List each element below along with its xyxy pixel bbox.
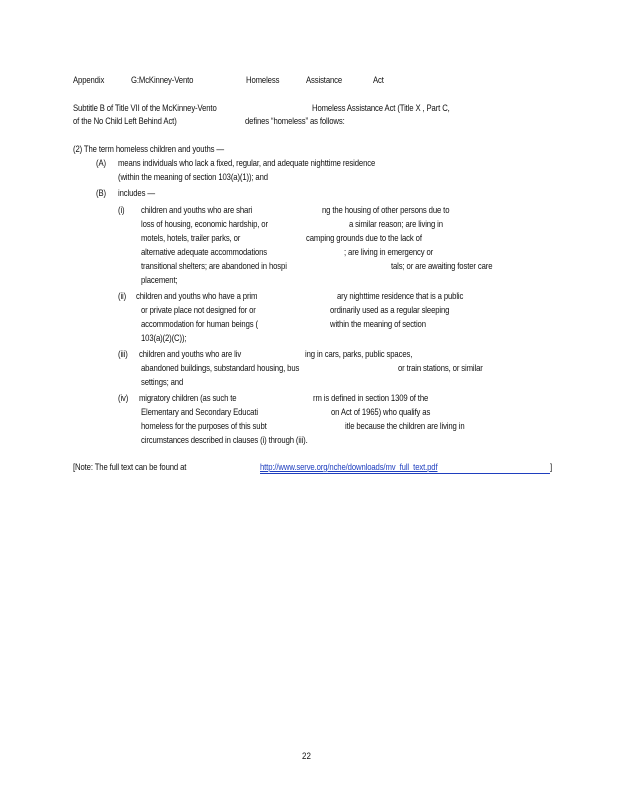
link-underline-rule [260, 473, 550, 474]
intro-line1-right: Homeless Assistance Act (Title X , Part C, [312, 103, 450, 113]
definition-item-2: (2) The term homeless children and youths — [73, 144, 225, 154]
subclause-i-line4b: ; are living in emergency or [344, 247, 434, 257]
subclause-ii-line2b: ordinarily used as a regular sleeping [330, 305, 450, 315]
header-word-assistance: Assistance [306, 75, 343, 85]
subclause-i-line1a: children and youths who are shari [141, 205, 253, 215]
subclause-iii-line2a: abandoned buildings, substandard housing, bus [141, 363, 300, 373]
subclause-iv-line2a: Elementary and Secondary Educati [141, 407, 258, 417]
subclause-i-line5a: transitional shelters; are abandoned in hospi [141, 261, 287, 271]
subclause-ii-line2a: or private place not designed for or [141, 305, 256, 315]
intro-line2-left: of the No Child Left Behind Act) [73, 116, 177, 126]
page-number: 22 [302, 751, 311, 762]
subclause-ii-line1a: children and youths who have a prim [136, 291, 258, 301]
subclause-i-line1b: ng the housing of other persons due to [322, 205, 450, 215]
subclause-i-line3b: camping grounds due to the lack of [306, 233, 422, 243]
header-word-act: Act [373, 75, 384, 85]
subclause-i-label: (i) [118, 205, 125, 215]
subclause-iv-line3a: homeless for the purposes of this subt [141, 421, 267, 431]
subclause-iv-line3b: itle because the children are living in [345, 421, 465, 431]
subclause-i-line2a: loss of housing, economic hardship, or [141, 219, 268, 229]
subclause-iii-line1b: ing in cars, parks, public spaces, [305, 349, 413, 359]
subclause-iv-line1a: migratory children (as such te [139, 393, 237, 403]
subclause-i-line3a: motels, hotels, trailer parks, or [141, 233, 241, 243]
subclause-ii-line3b: within the meaning of section [330, 319, 426, 329]
subclause-iii-label: (iii) [118, 349, 128, 359]
full-text-link[interactable]: http://www.serve.org/nche/downloads/mv_full_text.pdf [260, 462, 438, 472]
subclause-iv-line1b: rm is defined in section 1309 of the [313, 393, 429, 403]
note-prefix: [Note: The full text can be found at [73, 462, 187, 472]
subclause-iii-line2b: or train stations, or similar [398, 363, 483, 373]
header-appendix: Appendix [73, 75, 105, 85]
subclause-ii-line4: 103(a)(2)(C)); [141, 333, 187, 343]
subclause-ii-label: (ii) [118, 291, 127, 301]
subclause-ii-line1b: ary nighttime residence that is a public [337, 291, 464, 301]
intro-line2-right: defines “homeless” as follows: [245, 116, 345, 126]
clause-a-line2: (within the meaning of section 103(a)(1)); and [118, 172, 268, 182]
subclause-iii-line3: settings; and [141, 377, 184, 387]
subclause-i-line4a: alternative adequate accommodations [141, 247, 268, 257]
subclause-iv-line4: circumstances described in clauses (i) through (iii). [141, 435, 308, 445]
clause-a-label: (A) [96, 158, 106, 168]
subclause-ii-line3a: accommodation for human beings ( [141, 319, 258, 329]
subclause-i-line6: placement; [141, 275, 178, 285]
intro-line1-left: Subtitle B of Title VII of the McKinney-Vento [73, 103, 217, 113]
note-closing-bracket: ] [550, 462, 553, 472]
clause-a-line1: means individuals who lack a fixed, regular, and adequate nighttime residence [118, 158, 376, 168]
subclause-iv-label: (iv) [118, 393, 129, 403]
header-word-homeless: Homeless [246, 75, 280, 85]
subclause-iv-line2b: on Act of 1965) who qualify as [331, 407, 431, 417]
subclause-i-line2b: a similar reason; are living in [349, 219, 443, 229]
header-section: G:McKinney-Vento [131, 75, 194, 85]
subclause-iii-line1a: children and youths who are liv [139, 349, 242, 359]
clause-b-label: (B) [96, 188, 106, 198]
subclause-i-line5b: tals; or are awaiting foster care [391, 261, 493, 271]
clause-b-text: includes — [118, 188, 155, 198]
